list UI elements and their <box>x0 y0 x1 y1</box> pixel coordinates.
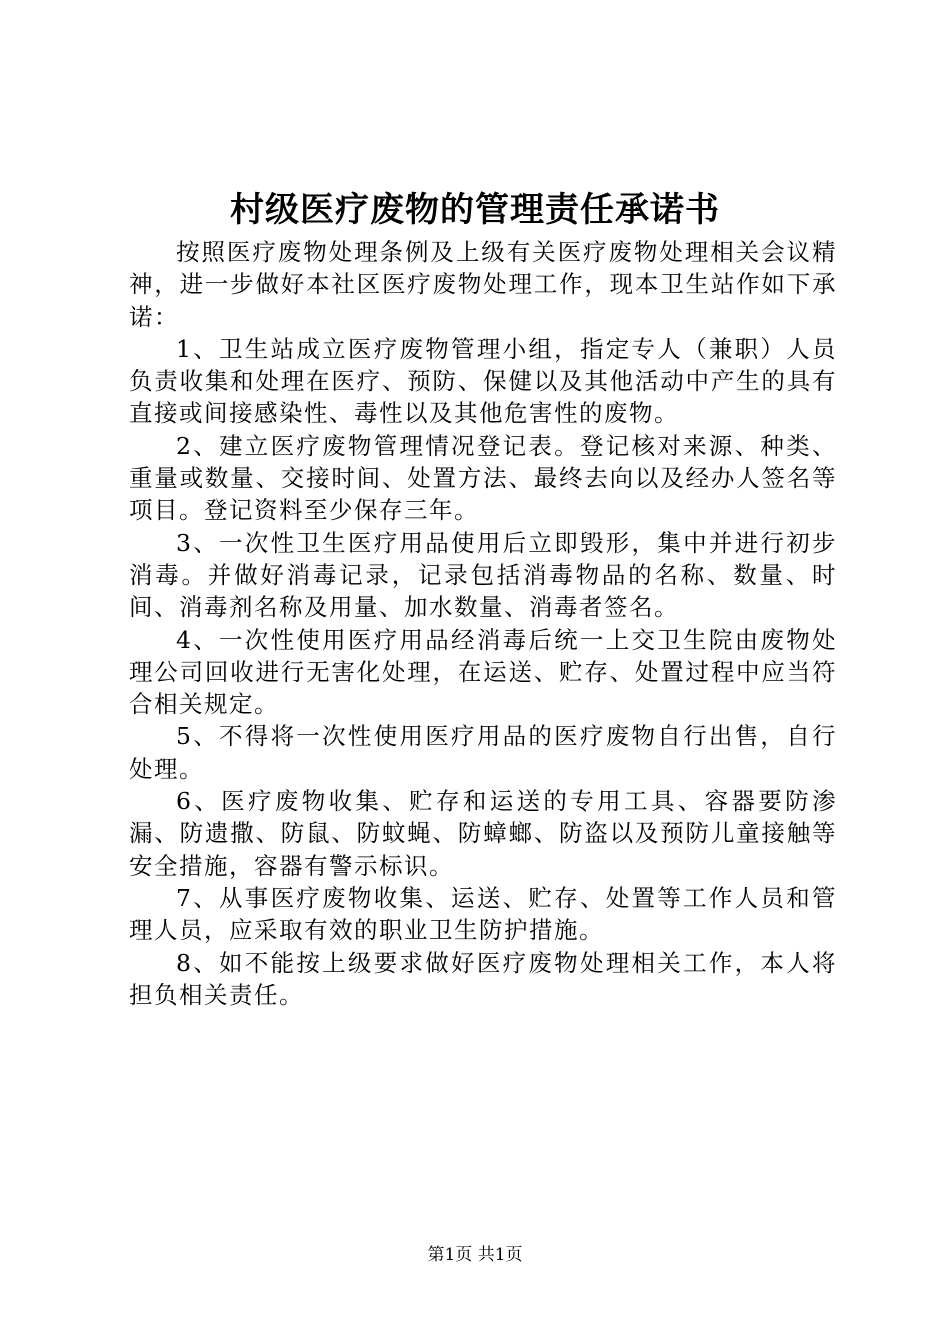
commitment-item-2: 2、建立医疗废物管理情况登记表。登记核对来源、种类、重量或数量、交接时间、处置方法、最终去向以及经办人签名等项目。登记资料至少保存三年。 <box>129 431 837 525</box>
commitment-item-8: 8、如不能按上级要求做好医疗废物处理相关工作，本人将担负相关责任。 <box>129 948 837 1009</box>
commitment-item-1: 1、卫生站成立医疗废物管理小组，指定专人（兼职）人员负责收集和处理在医疗、预防、保健以及其他活动中产生的具有直接或间接感染性、毒性以及其他危害性的废物。 <box>129 334 837 428</box>
intro-paragraph: 按照医疗废物处理条例及上级有关医疗废物处理相关会议精神，进一步做好本社区医疗废物处理工作，现本卫生站作如下承诺： <box>129 238 837 331</box>
commitment-item-6: 6、医疗废物收集、贮存和运送的专用工具、容器要防渗漏、防遗撒、防鼠、防蚊蝇、防蟑螂、防盗以及预防儿童接触等安全措施，容器有警示标识。 <box>129 787 837 880</box>
commitment-item-7: 7、从事医疗废物收集、运送、贮存、处置等工作人员和管理人员，应采取有效的职业卫生防护措施。 <box>129 883 837 945</box>
commitment-item-5: 5、不得将一次性使用医疗用品的医疗废物自行出售，自行处理。 <box>129 722 837 783</box>
document-title: 村级医疗废物的管理责任承诺书 <box>230 190 720 230</box>
page-footer: 第1页 共1页 <box>427 1245 523 1265</box>
commitment-item-4: 4、一次性使用医疗用品经消毒后统一上交卫生院由废物处理公司回收进行无害化处理，在运送、贮存、处置过程中应当符合相关规定。 <box>129 625 837 719</box>
document-body <box>129 236 837 1011</box>
commitment-item-3: 3、一次性卫生医疗用品使用后立即毁形，集中并进行初步消毒。并做好消毒记录，记录包括消毒物品的名称、数量、时间、消毒剂名称及用量、加水数量、消毒者签名。 <box>129 528 837 622</box>
